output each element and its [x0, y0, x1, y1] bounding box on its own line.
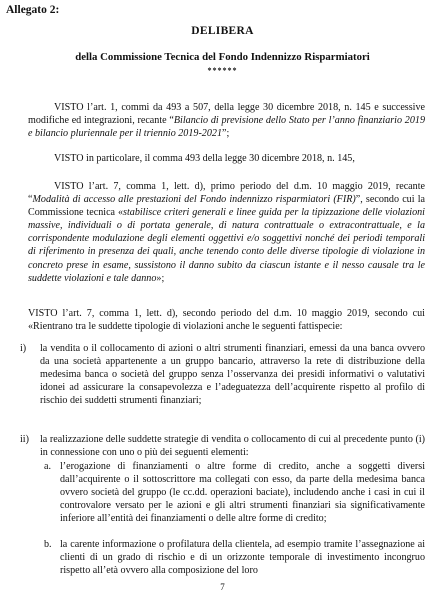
p3-text-end: »;: [156, 272, 165, 284]
list-marker-a: a.: [44, 461, 52, 472]
paragraph-visto-legge: [28, 101, 425, 140]
p1-text-start: VISTO l’art. 1, commi da 493 a 507, della legge 30 dicembre 2018, n. 145 e successive modifiche ed integrazioni, recante “: [28, 102, 425, 127]
p2-text: VISTO in particolare, il comma 493 della legge 30 dicembre 2018, n. 145,: [54, 153, 355, 164]
attachment-label: Allegato 2:: [6, 4, 60, 16]
p3-text-start: VISTO l’art. 7, comma 1, lett. d), primo periodo del d.m. 10 maggio 2019, recante “: [28, 181, 425, 206]
list-item-a: l’erogazione di finanziamenti o altre forme di credito, anche a soggetti diversi dall’acquirente o il sottoscrittore ma collegati con esso, da parte della medesima banca ovvero società del gruppo (le cc.dd. operazioni baciate), includendo anche i casi in cui il controvalore versato per le azioni e gli altri strumenti finanziari sia significativamente inferiore all’entità dei finanziamenti o delle altre forme di credito;: [60, 461, 425, 525]
list-item-i: la vendita o il collocamento di azioni o altri strumenti finanziari, emessi da una banca ovvero da una società appartenente a un gruppo bancario, attraverso la rete di distribuzione della medesima banca o società del gruppo senza l’osservanza dei presidi informativi o valutativi idonei ad assicurare la consapevolezza e l’adeguatezza dell’acquirente rispetto al profilo di rischio dei suddetti strumenti finanziari;: [40, 343, 425, 407]
page-number: 7: [220, 582, 225, 592]
list-marker-i: i): [20, 343, 27, 354]
list-item-ii: la realizzazione delle suddette strategie di vendita o collocamento di cui al precedente punto (i) in connessione con uno o più dei seguenti elementi:: [40, 434, 425, 459]
list-item-b: la carente informazione o profilatura della clientela, ad esempio tramite l’assegnazione ai clienti di un grado di rischio e di un orizzonte temporale di investimento incongruo rispetto all’età ovvero alla composizione del loro: [60, 539, 425, 577]
p4-text: VISTO l’art. 7, comma 1, lett. d), secondo periodo del d.m. 10 maggio 2019, secondo cui «Rientrano tra le suddette tipologie di violazioni anche le seguenti fattispecie:: [28, 308, 425, 333]
list-marker-b: b.: [44, 539, 52, 550]
paragraph-visto-dm-secondo: [28, 307, 425, 333]
paragraph-visto-comma: [28, 152, 425, 165]
document-subtitle: della Commissione Tecnica del Fondo Indennizzo Risparmiatori: [75, 51, 370, 63]
document-title: DELIBERA: [191, 25, 254, 37]
p3-text-mid: ”, secondo cui la Commissione tecnica «: [28, 194, 425, 219]
p3-dm-title: Modalità di accesso alle prestazioni del Fondo indennizzo risparmiatori (FIR): [32, 194, 356, 206]
separator-stars: ******: [207, 66, 238, 75]
p3-quote: stabilisce criteri generali e linee guida per la tipizzazione delle violazioni massive, individuali o di portata generale, di natura contrattuale o extracontrattuale, e la corrispondente modulazione degli elementi oggettivi e/o soggettivi nonché dei periodi temporali di riferimento in presenza dei quali, anche tenendo conto delle diverse tipologie di violazione in concreto prese in esame, sussistono il danno subito da ciascun istante e il nesso causale tra le suddette violazioni e tale danno: [28, 207, 425, 284]
p1-text-end: ”;: [222, 128, 230, 140]
list-marker-ii: ii): [20, 434, 29, 445]
paragraph-visto-dm-primo: [28, 180, 425, 285]
p1-law-title: Bilancio di previsione dello Stato per l’anno finanziario 2019 e bilancio pluriennale per il triennio 2019-2021: [28, 115, 425, 140]
